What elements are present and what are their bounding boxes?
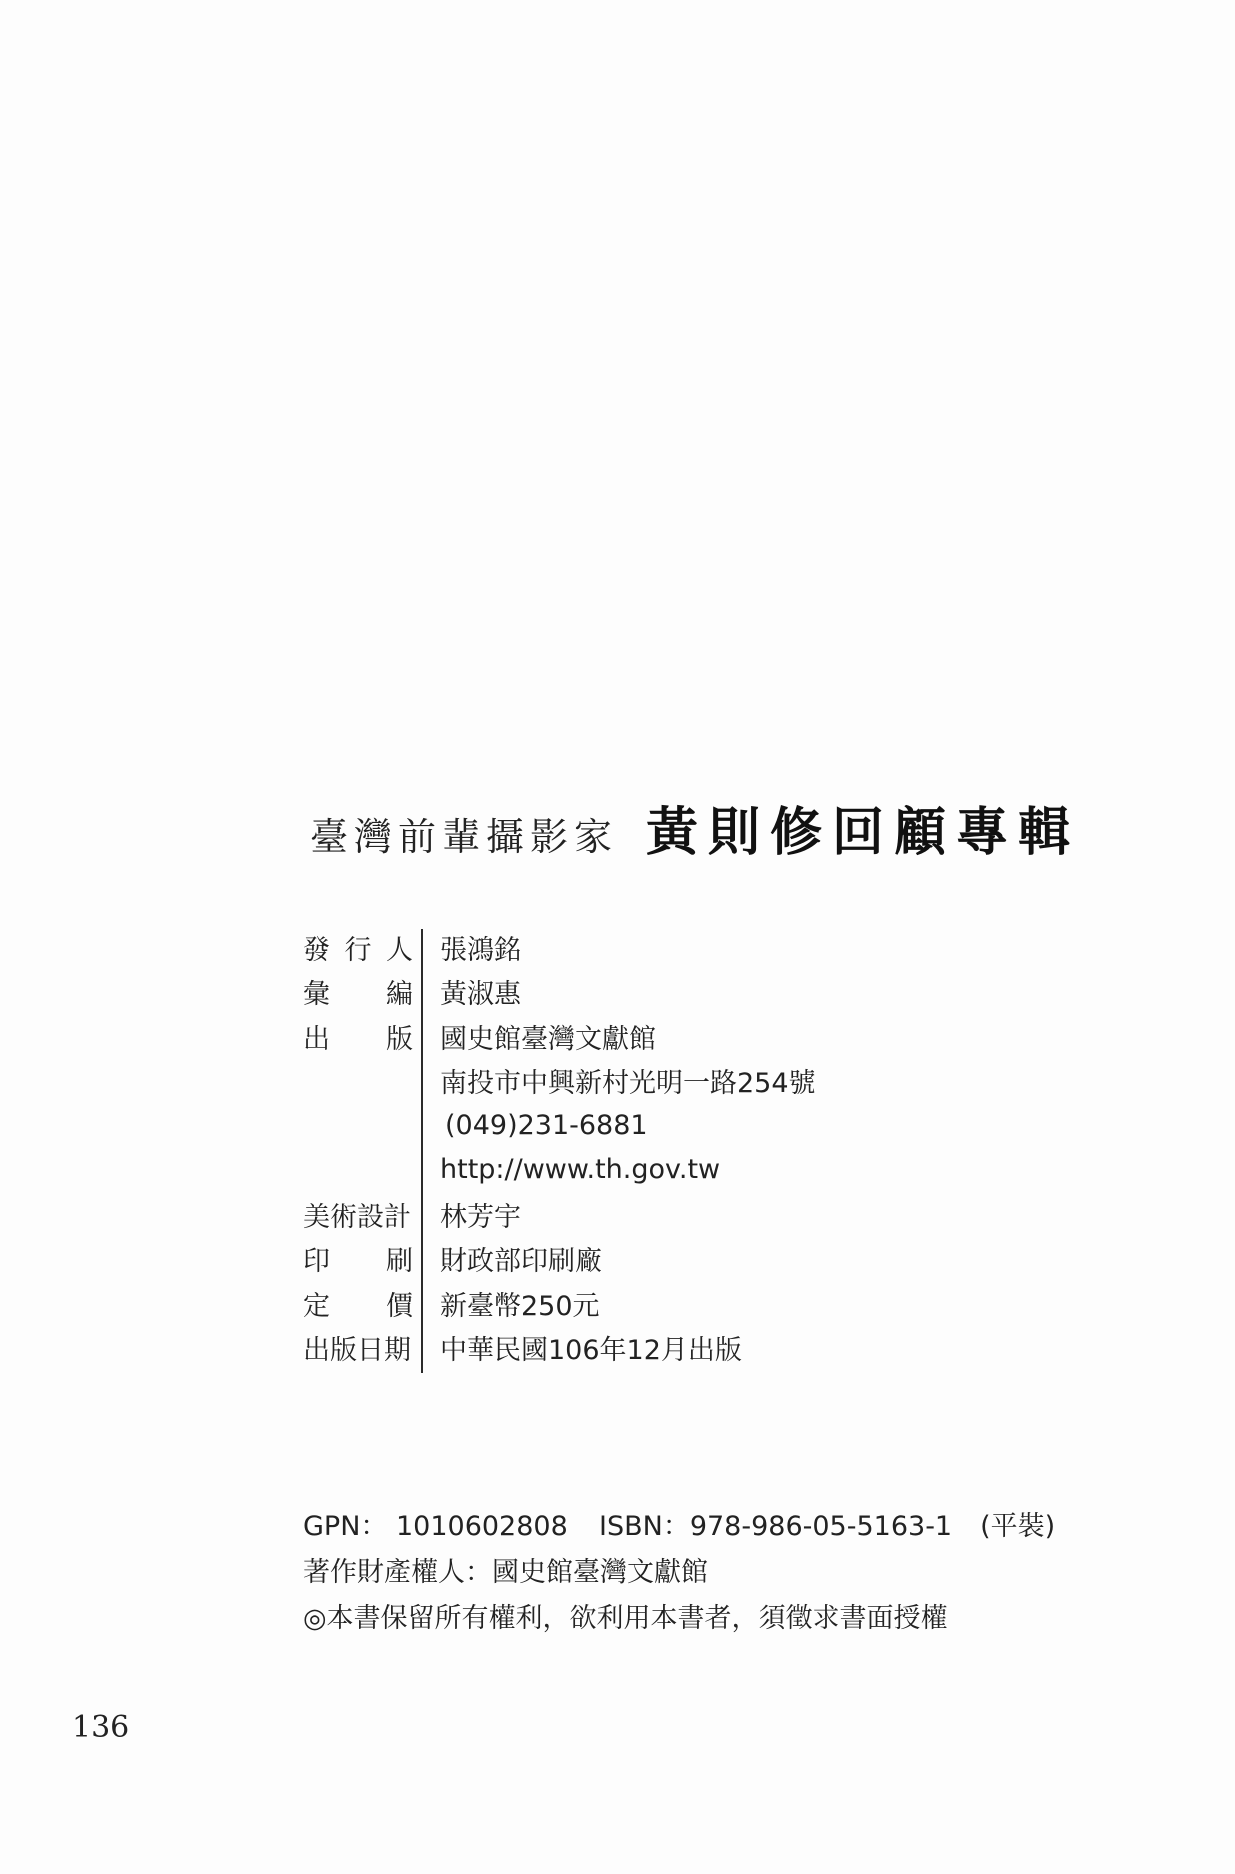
colophon-value: 中華民國106年12月出版 bbox=[440, 1335, 742, 1367]
colophon-row-phone bbox=[303, 1103, 648, 1148]
colophon-label bbox=[303, 1017, 413, 1056]
label-char: 價 bbox=[386, 1290, 413, 1322]
binding-type: (平裝) bbox=[980, 1510, 1056, 1542]
copyright-holder: 著作財產權人：國史館臺灣文獻館 bbox=[303, 1556, 708, 1588]
colophon-label bbox=[303, 1284, 413, 1323]
label-char: 編 bbox=[386, 979, 413, 1011]
colophon-row-printer bbox=[303, 1237, 602, 1282]
label-char: 印 bbox=[303, 1246, 330, 1278]
footer-identifiers bbox=[303, 1500, 1055, 1546]
label-char: 行 bbox=[344, 934, 372, 966]
colophon-row-website bbox=[303, 1148, 721, 1193]
colophon-label: 美術設計 bbox=[303, 1201, 411, 1233]
publisher-website: http://www.th.gov.tw bbox=[440, 1154, 721, 1186]
colophon-label bbox=[303, 1239, 413, 1278]
label-char: 版 bbox=[386, 1023, 413, 1055]
colophon-value: 張鴻銘 bbox=[440, 934, 521, 966]
isbn-number: ISBN：978-986-05-5163-1 bbox=[599, 1510, 953, 1542]
publisher-phone: (049)231-6881 bbox=[445, 1109, 648, 1141]
book-subtitle: 臺灣前輩攝影家 bbox=[310, 815, 619, 859]
colophon-row-date bbox=[303, 1326, 742, 1371]
colophon-label: 出版日期 bbox=[303, 1335, 411, 1367]
colophon-label bbox=[303, 928, 413, 967]
label-char: 發 bbox=[303, 934, 330, 966]
label-char: 定 bbox=[303, 1290, 330, 1322]
colophon-label bbox=[303, 972, 413, 1011]
footer-block bbox=[303, 1500, 1055, 1638]
colophon-row-address bbox=[303, 1059, 816, 1104]
colophon-divider bbox=[421, 929, 423, 1373]
colophon-value: 林芳宇 bbox=[440, 1201, 521, 1233]
book-title bbox=[310, 790, 1080, 865]
colophon-value: 黃淑惠 bbox=[440, 979, 521, 1011]
label-char: 刷 bbox=[386, 1246, 413, 1278]
gpn-number: GPN： 1010602808 bbox=[303, 1510, 568, 1542]
book-main-title: 黃則修回顧專輯 bbox=[646, 802, 1081, 863]
colophon-value: 新臺幣250元 bbox=[440, 1290, 600, 1322]
rights-notice: ◎本書保留所有權利，欲利用本書者，須徵求書面授權 bbox=[303, 1602, 948, 1634]
colophon-value: 財政部印刷廠 bbox=[440, 1246, 602, 1278]
colophon-value: 國史館臺灣文獻館 bbox=[440, 1023, 656, 1055]
label-char: 出 bbox=[303, 1023, 330, 1055]
colophon-row-price bbox=[303, 1281, 600, 1326]
colophon-row-editor bbox=[303, 970, 521, 1015]
label-char: 彙 bbox=[303, 979, 330, 1011]
publisher-address: 南投市中興新村光明一路254號 bbox=[440, 1068, 816, 1100]
colophon-table bbox=[303, 925, 816, 1370]
colophon-row-publisher bbox=[303, 925, 521, 970]
label-char: 人 bbox=[386, 934, 413, 966]
colophon-row-publishing bbox=[303, 1014, 656, 1059]
colophon-row-design bbox=[303, 1192, 521, 1237]
page-number: 136 bbox=[72, 1710, 130, 1745]
